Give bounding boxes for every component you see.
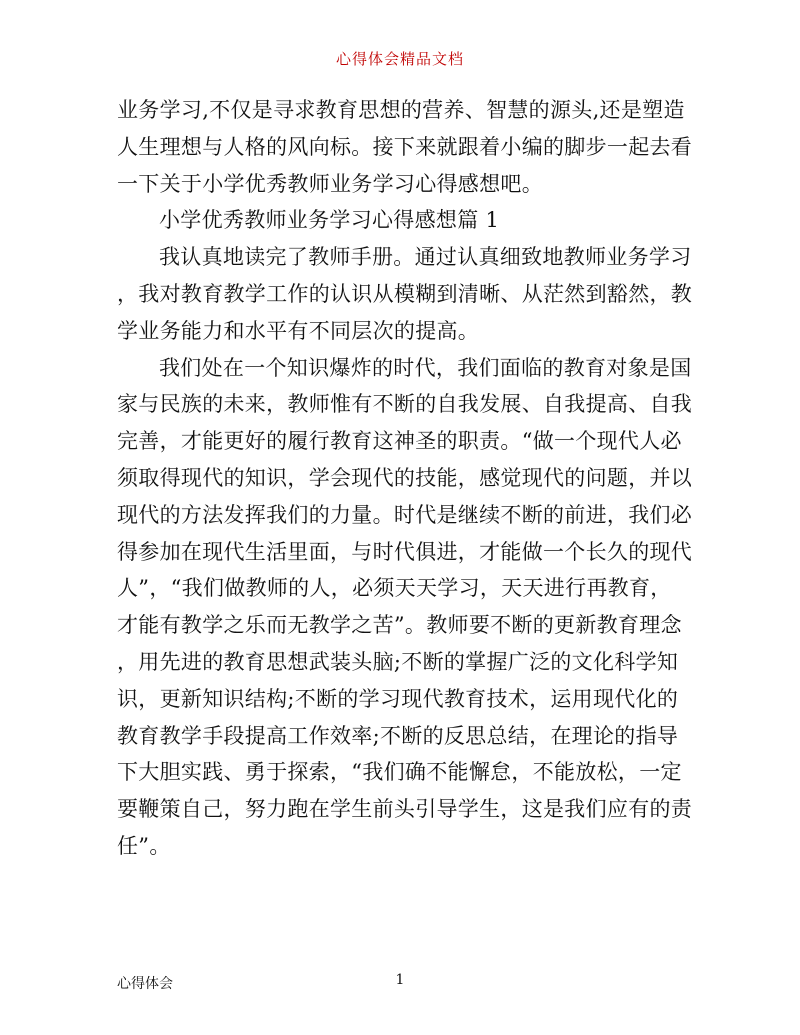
body-line: 一下关于小学优秀教师业务学习心得感想吧。 — [117, 171, 543, 196]
footer-label: 心得体会 — [117, 976, 173, 992]
section-heading: 小学优秀教师业务学习心得感想篇 1 — [159, 208, 500, 233]
body-line: 学业务能力和水平有不同层次的提高。 — [117, 318, 480, 343]
body-line: 任”。 — [117, 833, 171, 858]
body-line: 识，更新知识结构;不断的学习现代教育技术，运用现代化的 — [117, 686, 679, 711]
body-line: ，用先进的教育思想武装头脑;不断的掌握广泛的文化科学知 — [117, 649, 679, 674]
body-line: 得参加在现代生活里面，与时代俱进，才能做一个长久的现代 — [117, 539, 693, 564]
body-line: 须取得现代的知识，学会现代的技能，感觉现代的问题，并以 — [117, 465, 693, 490]
body-line: 完善，才能更好的履行教育这神圣的职责。“做一个现代人必 — [117, 429, 682, 454]
body-line: 我认真地读完了教师手册。通过认真细致地教师业务学习 — [159, 245, 692, 270]
body-line: 家与民族的未来，教师惟有不断的自我发展、自我提高、自我 — [117, 392, 693, 417]
body-line: 下大胆实践、勇于探索，“我们确不能懈怠，不能放松，一定 — [117, 760, 682, 785]
body-line: 业务学习,不仅是寻求教育思想的营养、智慧的源头,还是塑造 — [117, 98, 685, 122]
body-line: 人”，“我们做教师的人，必须天天学习，天天进行再教育， — [117, 576, 672, 601]
body-line: 要鞭策自己，努力跑在学生前头引导学生，这是我们应有的责 — [117, 797, 693, 822]
body-line: 人生理想与人格的风向标。接下来就跟着小编的脚步一起去看 — [117, 134, 693, 159]
body-line: 才能有教学之乐而无教学之苦”。教师要不断的更新教育理念 — [117, 613, 682, 638]
body-line: 教育教学手段提高工作效率;不断的反思总结，在理论的指导 — [117, 723, 679, 748]
page-header-title: 心得体会精品文档 — [335, 50, 464, 68]
page-number: 1 — [395, 972, 405, 988]
body-line: ，我对教育教学工作的认识从模糊到清晰、从茫然到豁然，教 — [117, 281, 693, 306]
body-line: 我们处在一个知识爆炸的时代，我们面临的教育对象是国 — [159, 355, 692, 380]
document-body — [117, 92, 691, 865]
body-line: 现代的方法发挥我们的力量。时代是继续不断的前进，我们必 — [117, 502, 693, 527]
